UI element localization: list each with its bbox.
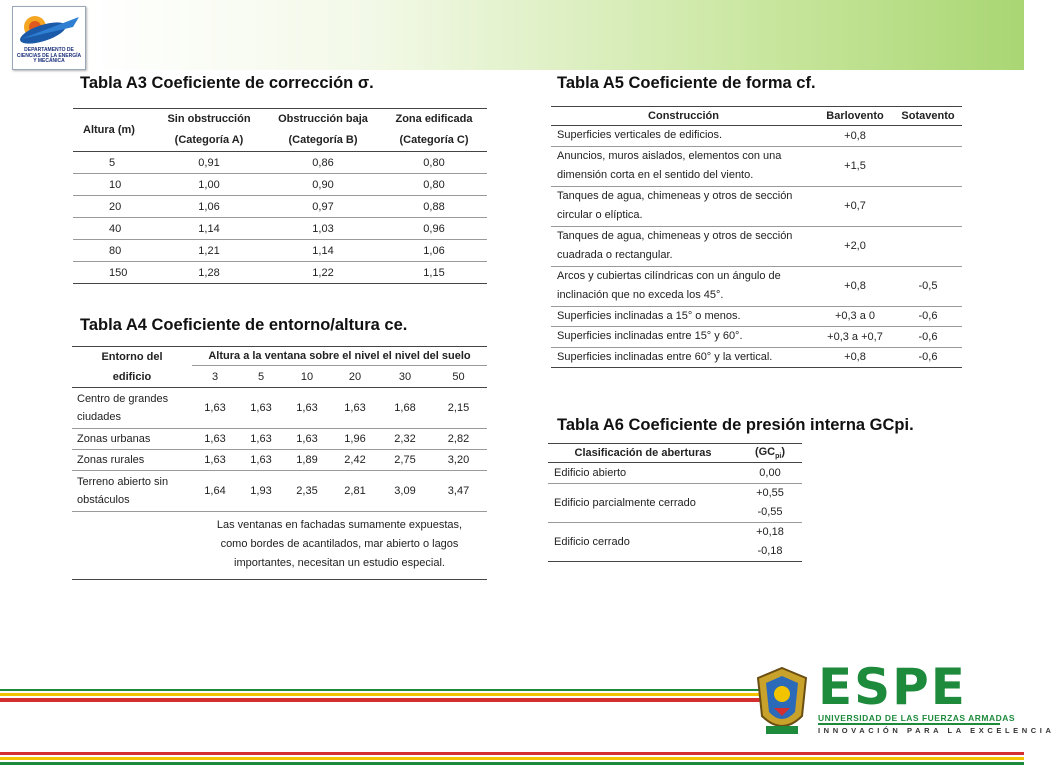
table-cell: 5 <box>73 152 153 174</box>
a4-header-environment-line1: Entorno del <box>101 351 163 363</box>
a5-row-label <box>551 347 816 368</box>
a5-windward-value: +0,3 a +0,7 <box>816 327 894 348</box>
table-cell: 0,86 <box>265 152 381 174</box>
department-logo <box>12 6 86 70</box>
a6-value-line1: 0,00 <box>759 466 781 479</box>
a4-row-label-line1: Zonas rurales <box>77 454 145 466</box>
a6-header-classification: Clasificación de aberturas <box>574 447 712 459</box>
a5-row-label-line2: dimensión corta en el sentido del viento. <box>557 169 754 181</box>
a4-height-label: 3 <box>211 370 219 383</box>
a4-row-label-line1: Zonas urbanas <box>77 433 151 445</box>
a5-windward-value: +0,8 <box>816 126 894 147</box>
table-cell: 0,88 <box>381 196 487 218</box>
table-row <box>551 306 962 327</box>
a5-header-construction: Construcción <box>648 110 719 122</box>
a4-header-height: Altura a la ventana sobre el nivel el nivel del suelo <box>192 347 487 366</box>
a4-row-label <box>72 450 192 471</box>
a6-value <box>738 484 802 523</box>
espe-shield-icon <box>752 664 812 742</box>
a3-header-b: Obstrucción baja <box>278 113 368 125</box>
a5-windward-value: +0,3 a 0 <box>816 306 894 327</box>
table-cell: 0,96 <box>381 218 487 240</box>
table-cell: 1,63 <box>330 388 380 429</box>
a5-row-label <box>551 306 816 327</box>
a3-header-b-cat: (Categoría B) <box>288 134 358 146</box>
a5-windward-value: +0,7 <box>816 186 894 226</box>
table-row <box>548 484 802 523</box>
a5-leeward-value <box>894 126 962 147</box>
a5-header-windward: Barlovento <box>826 110 884 122</box>
table-cell: 150 <box>73 262 153 284</box>
table-cell: 20 <box>73 196 153 218</box>
a4-header-environment <box>72 347 192 388</box>
a4-note <box>192 512 487 580</box>
table-row <box>551 186 962 226</box>
table-cell: 3,20 <box>430 450 487 471</box>
university-name: UNIVERSIDAD DE LAS FUERZAS ARMADAS <box>818 713 1016 723</box>
a5-leeward-value: -0,6 <box>894 347 962 368</box>
table-cell: 80 <box>73 240 153 262</box>
a5-leeward-value: -0,5 <box>894 266 962 306</box>
a4-row-label-line1: Centro de grandes <box>77 393 169 405</box>
table-cell: 1,14 <box>265 240 381 262</box>
table-row <box>73 196 487 218</box>
table-cell: 1,21 <box>153 240 265 262</box>
table-row <box>72 388 487 429</box>
a4-row-label-line1: Terreno abierto sin <box>77 476 169 488</box>
table-cell: 10 <box>73 174 153 196</box>
a5-row-label <box>551 146 816 186</box>
a4-height-label: 10 <box>300 370 314 383</box>
table-row <box>73 218 487 240</box>
a4-row-label-line2: ciudades <box>77 411 122 423</box>
table-cell: 1,63 <box>192 429 238 450</box>
table-cell: 1,14 <box>153 218 265 240</box>
a5-leeward-value: -0,6 <box>894 327 962 348</box>
a3-header-height: Altura (m) <box>73 109 153 152</box>
table-cell: 1,63 <box>284 388 330 429</box>
table-cell: 1,00 <box>153 174 265 196</box>
table-a6-title: Tabla A6 Coeficiente de presión interna GCpi. <box>557 416 914 434</box>
table-a3 <box>73 108 487 284</box>
brand-divider <box>818 723 1000 725</box>
a6-value-line1: +0,18 <box>756 526 784 538</box>
table-row <box>73 152 487 174</box>
table-cell: 1,63 <box>284 429 330 450</box>
table-cell: 1,28 <box>153 262 265 284</box>
table-row <box>548 523 802 562</box>
table-cell: 1,96 <box>330 429 380 450</box>
a5-row-label-line2: circular o elíptica. <box>557 209 643 221</box>
table-cell: 2,81 <box>330 471 380 512</box>
table-cell: 0,90 <box>265 174 381 196</box>
table-row <box>551 146 962 186</box>
a5-header-leeward: Sotavento <box>901 110 955 122</box>
table-cell: 2,75 <box>380 450 430 471</box>
table-cell: 2,15 <box>430 388 487 429</box>
table-cell: 1,03 <box>265 218 381 240</box>
table-cell: 1,63 <box>192 388 238 429</box>
table-cell: 2,82 <box>430 429 487 450</box>
a6-value <box>738 463 802 484</box>
table-row <box>72 450 487 471</box>
department-name: DEPARTAMENTO DE CIENCIAS DE LA ENERGÍA Y MECÁNICA <box>16 47 82 64</box>
a4-height-label: 30 <box>398 370 412 383</box>
a5-row-label-line2: inclinación que no exceda los 45°. <box>557 289 724 301</box>
a3-header-a: Sin obstrucción <box>167 113 251 125</box>
a4-row-label <box>72 429 192 450</box>
table-cell: 3,47 <box>430 471 487 512</box>
table-cell: 1,63 <box>192 450 238 471</box>
table-cell: 1,93 <box>238 471 284 512</box>
table-row <box>73 240 487 262</box>
a5-leeward-value: -0,6 <box>894 306 962 327</box>
table-a5 <box>551 106 962 368</box>
a6-row-label: Edificio abierto <box>548 463 738 484</box>
table-cell: 1,06 <box>381 240 487 262</box>
table-row <box>551 327 962 348</box>
a6-row-label: Edificio parcialmente cerrado <box>548 484 738 523</box>
table-a4 <box>72 346 487 580</box>
table-cell: 3,09 <box>380 471 430 512</box>
table-cell: 1,63 <box>238 429 284 450</box>
a5-row-label-line1: Superficies inclinadas entre 60° y la vertical. <box>557 350 773 363</box>
a5-row-label-line1: Tanques de agua, chimeneas y otros de sección <box>557 229 793 242</box>
table-a5-title: Tabla A5 Coeficiente de forma cf. <box>557 74 816 92</box>
table-row <box>551 347 962 368</box>
table-cell: 1,06 <box>153 196 265 218</box>
a5-windward-value: +0,8 <box>816 347 894 368</box>
table-cell: 1,15 <box>381 262 487 284</box>
a5-leeward-value <box>894 146 962 186</box>
a5-row-label-line2: cuadrada o rectangular. <box>557 249 673 261</box>
a5-windward-value: +2,0 <box>816 226 894 266</box>
a4-row-label-line2: obstáculos <box>77 494 130 506</box>
a4-note-line3: importantes, necesitan un estudio especial. <box>234 557 445 569</box>
table-cell: 0,80 <box>381 174 487 196</box>
table-cell: 1,89 <box>284 450 330 471</box>
table-cell: 1,68 <box>380 388 430 429</box>
table-cell: 2,32 <box>380 429 430 450</box>
a6-header-gcpi-close: ) <box>781 445 786 458</box>
a3-header-c-cat: (Categoría C) <box>399 134 469 146</box>
department-emblem-icon <box>13 7 85 49</box>
a4-note-line2: como bordes de acantilados, mar abierto o lagos <box>220 538 459 550</box>
table-cell: 1,63 <box>238 388 284 429</box>
a4-row-label <box>72 388 192 429</box>
a6-value <box>738 523 802 562</box>
a5-row-label-line1: Superficies inclinadas entre 15° y 60°. <box>557 330 743 342</box>
table-row <box>551 266 962 306</box>
a5-windward-value: +0,8 <box>816 266 894 306</box>
table-cell: 2,35 <box>284 471 330 512</box>
a3-header-a-cat: (Categoría A) <box>174 134 244 146</box>
a5-row-label-line1: Tanques de agua, chimeneas y otros de sección <box>557 189 793 202</box>
a6-header-gcpi-text: (GC <box>754 445 776 458</box>
espe-brand: ESPE <box>818 658 967 716</box>
table-cell: 1,64 <box>192 471 238 512</box>
a6-header-gcpi-sub: pi <box>775 453 782 461</box>
a5-row-label-line1: Superficies inclinadas a 15° o menos. <box>557 309 741 322</box>
a5-row-label <box>551 327 816 348</box>
a5-leeward-value <box>894 186 962 226</box>
a6-value-line2: -0,55 <box>757 506 783 518</box>
table-cell: 40 <box>73 218 153 240</box>
table-cell: 0,80 <box>381 152 487 174</box>
table-a4-title: Tabla A4 Coeficiente de entorno/altura ce. <box>80 316 408 334</box>
header-band <box>86 0 1024 70</box>
table-cell: 1,22 <box>265 262 381 284</box>
a4-height-label: 5 <box>257 370 265 383</box>
a6-row-label: Edificio cerrado <box>548 523 738 562</box>
table-cell: 2,42 <box>330 450 380 471</box>
table-row <box>73 262 487 284</box>
a4-height-label: 50 <box>452 370 465 383</box>
a6-header-gcpi <box>738 444 802 463</box>
a5-windward-value: +1,5 <box>816 146 894 186</box>
table-row <box>73 174 487 196</box>
a5-row-label-line1: Superficies verticales de edificios. <box>557 129 723 141</box>
a4-header-environment-line2: edificio <box>112 371 152 383</box>
table-a3-title: Tabla A3 Coeficiente de corrección σ. <box>80 74 374 92</box>
table-cell: 0,91 <box>153 152 265 174</box>
table-row <box>72 471 487 512</box>
table-cell: 1,63 <box>238 450 284 471</box>
a3-header-c: Zona edificada <box>395 113 473 125</box>
a6-value-line2: -0,18 <box>757 545 783 557</box>
a4-height-label: 20 <box>348 370 362 383</box>
table-row <box>548 463 802 484</box>
table-row <box>551 126 962 147</box>
table-row <box>551 226 962 266</box>
a5-row-label <box>551 186 816 226</box>
a5-row-label-line1: Arcos y cubiertas cilíndricas con un ángulo de <box>557 269 781 282</box>
table-cell: 0,97 <box>265 196 381 218</box>
a5-row-label <box>551 226 816 266</box>
table-row <box>72 429 487 450</box>
a5-row-label <box>551 126 816 147</box>
table-a6 <box>548 443 802 562</box>
university-motto: INNOVACIÓN PARA LA EXCELENCIA <box>818 726 1055 735</box>
a5-row-label-line1: Anuncios, muros aislados, elementos con una <box>557 149 782 162</box>
a5-row-label <box>551 266 816 306</box>
a4-note-line1: Las ventanas en fachadas sumamente expuestas, <box>216 519 463 531</box>
a5-leeward-value <box>894 226 962 266</box>
a4-row-label <box>72 471 192 512</box>
a6-value-line1: +0,55 <box>756 487 784 499</box>
